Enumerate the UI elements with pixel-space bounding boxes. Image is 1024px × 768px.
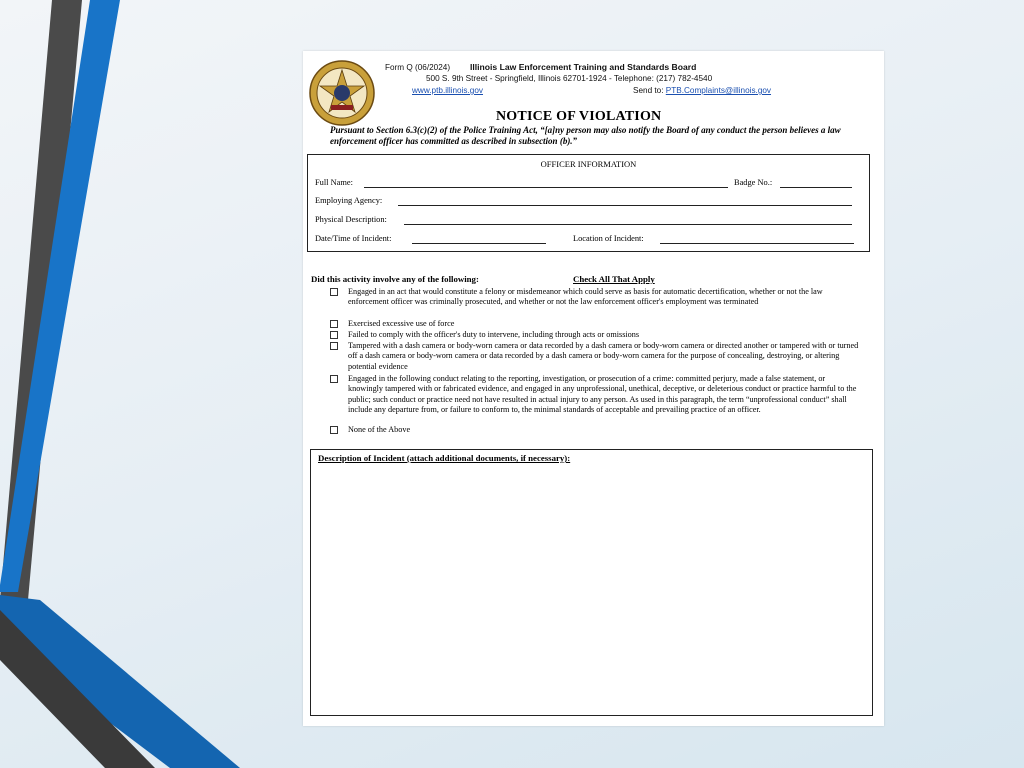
website-link[interactable]: www.ptb.illinois.gov bbox=[412, 86, 483, 95]
badge-number-label: Badge No.: bbox=[734, 178, 773, 187]
checkbox-option-camera-tampering[interactable] bbox=[330, 341, 860, 372]
employing-agency-label: Employing Agency: bbox=[315, 196, 383, 205]
checkbox[interactable] bbox=[330, 375, 338, 383]
form-page bbox=[303, 51, 884, 726]
option-text: Exercised excessive use of force bbox=[348, 319, 455, 328]
pursuant-statement: Pursuant to Section 6.3(c)(2) of the Police Training Act, “[a]ny person may also notify the Board of any conduct the person believes a law enforcement officer has committed as described in subsection (b).” bbox=[330, 125, 841, 146]
date-time-label: Date/Time of Incident: bbox=[315, 234, 392, 243]
incident-description-box[interactable] bbox=[310, 449, 873, 716]
agency-address: 500 S. 9th Street - Springfield, Illinois 62701-1924 - Telephone: (217) 782-4540 bbox=[426, 74, 713, 83]
activity-question: Did this activity involve any of the following: bbox=[311, 274, 479, 284]
checkbox[interactable] bbox=[330, 342, 338, 350]
location-field[interactable] bbox=[660, 243, 854, 244]
checkbox-option-duty-to-intervene[interactable] bbox=[330, 330, 860, 340]
check-all-instruction: Check All That Apply bbox=[573, 274, 655, 284]
checkbox-option-none[interactable] bbox=[330, 425, 860, 435]
option-text: None of the Above bbox=[348, 425, 411, 434]
checkbox-option-excessive-force[interactable] bbox=[330, 319, 860, 329]
officer-information-section bbox=[307, 154, 870, 252]
complaints-email-link[interactable]: PTB.Complaints@illinois.gov bbox=[665, 86, 772, 95]
option-text: Engaged in the following conduct relating to the reporting, investigation, or prosecution of a crime: committed perjury, made a false statement, or knowingly tampered with or fabricated evidence, and engaged in any unprofessional, unethical, deceptive, or deleterious conduct or practice harmful to the public; such conduct or practice need not have resulted in actual injury to any person. As used in this paragraph, the term “unprofessional conduct” shall include any departure from, or failure to conform to, the minimal standards of acceptable and prevailing practice of an officer. bbox=[348, 374, 857, 415]
location-label: Location of Incident: bbox=[573, 234, 644, 243]
option-text: Tampered with a dash camera or body-worn camera or data recorded by a dash camera or body-worn camera or directed another or tampered with or turned off a dash camera or body-worn camera or data recorded by a dash camera or body-worn camera for the purpose of concealing, destroying, or altering potential evidence bbox=[348, 341, 859, 371]
physical-description-field[interactable] bbox=[404, 224, 852, 225]
badge-number-field[interactable] bbox=[780, 187, 852, 188]
full-name-label: Full Name: bbox=[315, 178, 353, 187]
agency-name: Illinois Law Enforcement Training and Standards Board bbox=[470, 62, 697, 72]
checkbox[interactable] bbox=[330, 288, 338, 296]
checkbox[interactable] bbox=[330, 426, 338, 434]
physical-description-label: Physical Description: bbox=[315, 215, 387, 224]
form-title: NOTICE OF VIOLATION bbox=[496, 109, 662, 124]
incident-description-label: Description of Incident (attach additional documents, if necessary): bbox=[318, 453, 571, 463]
send-to-label: Send to: bbox=[633, 86, 664, 95]
date-time-field[interactable] bbox=[412, 243, 546, 244]
option-text: Failed to comply with the officer's duty to intervene, including through acts or omissions bbox=[348, 330, 640, 339]
illinois-board-seal bbox=[309, 60, 375, 126]
officer-info-heading: OFFICER INFORMATION bbox=[540, 159, 637, 169]
employing-agency-field[interactable] bbox=[398, 205, 852, 206]
option-text: Engaged in an act that would constitute a felony or misdemeanor which could serve as basis for automatic decertification, whether or not the law enforcement officer was criminally prosecuted, and whether or not the law enforcement officer's employment was terminated bbox=[348, 287, 823, 307]
full-name-field[interactable] bbox=[364, 187, 728, 188]
checkbox[interactable] bbox=[330, 320, 338, 328]
form-id: Form Q (06/2024) bbox=[385, 63, 451, 72]
checkbox-option-reporting-conduct[interactable] bbox=[330, 374, 860, 416]
send-to bbox=[633, 86, 771, 95]
checkbox-option-felony[interactable] bbox=[330, 287, 860, 308]
checkbox[interactable] bbox=[330, 331, 338, 339]
